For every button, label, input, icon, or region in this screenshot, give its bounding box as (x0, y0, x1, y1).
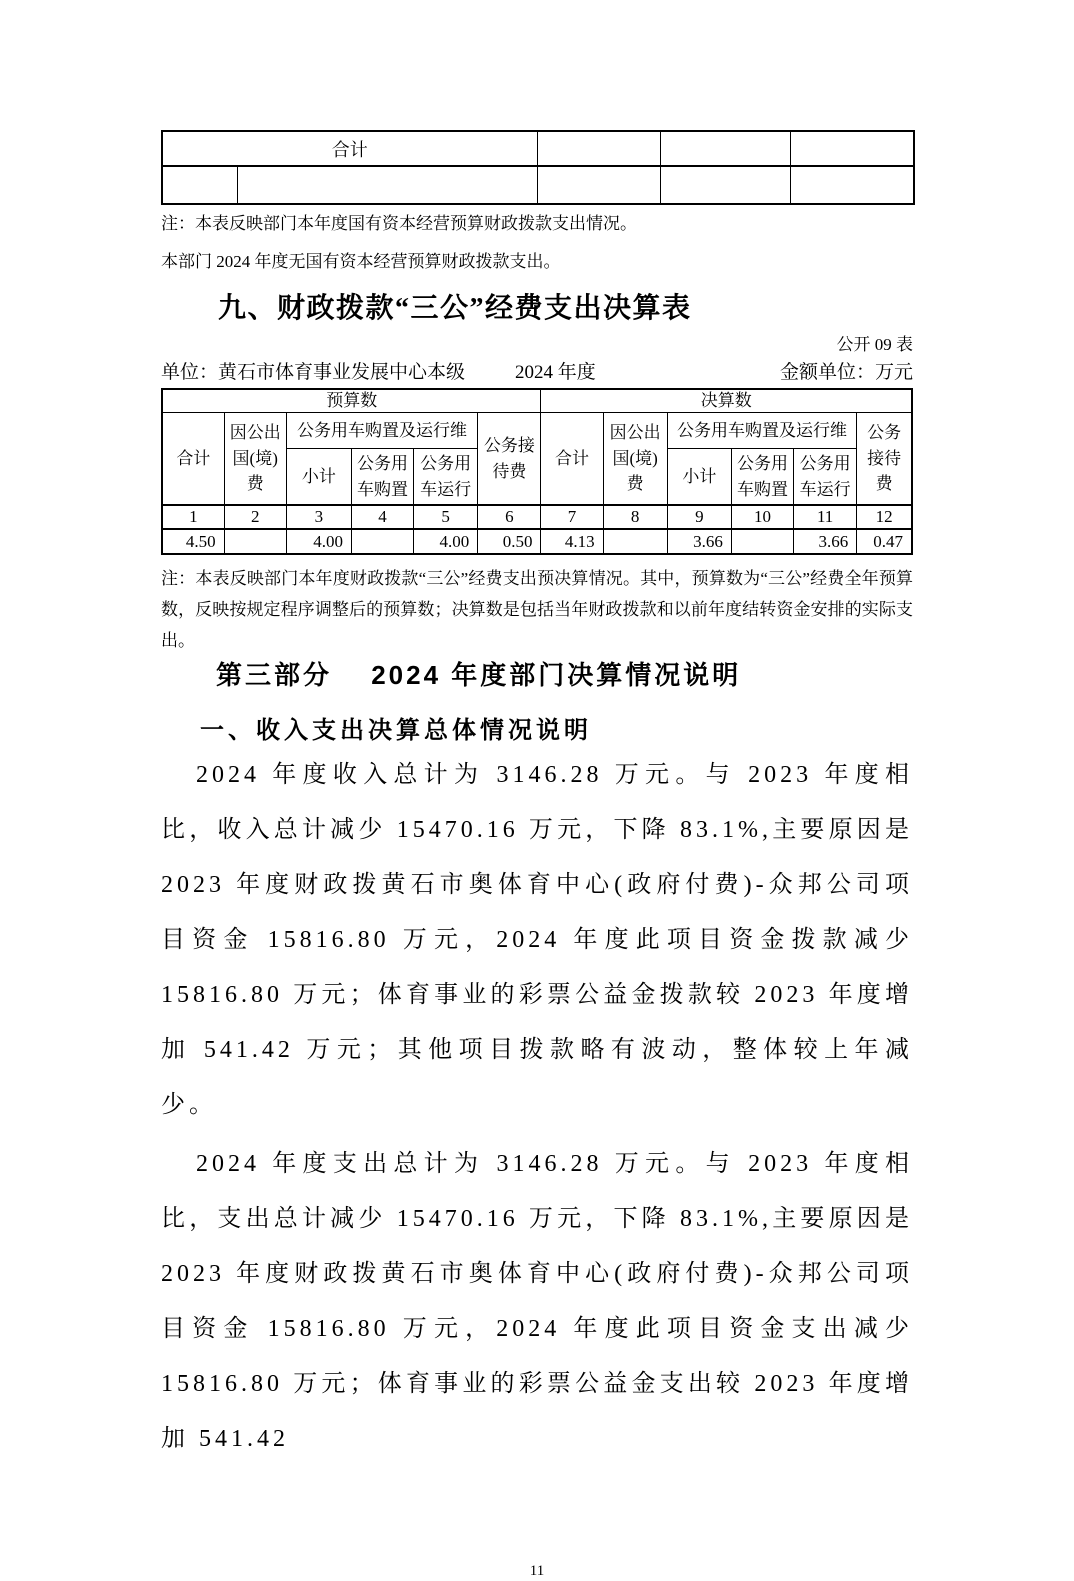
col-number-cell: 10 (731, 505, 793, 529)
table-code-label: 公开 09 表 (836, 335, 913, 354)
value-cell (351, 529, 413, 554)
value-cell: 4.13 (541, 529, 603, 554)
value-cell: 3.66 (794, 529, 857, 554)
col-number-cell: 9 (667, 505, 731, 529)
col-header-reception: 公务接待费 (478, 413, 541, 505)
col-number-cell: 11 (794, 505, 857, 529)
col-header-abroad: 因公出国(境)费 (224, 413, 286, 505)
section9-title: 九、财政拨款“三公”经费支出决算表 (218, 293, 692, 324)
value-cell (224, 529, 286, 554)
value-cell: 3.66 (667, 529, 731, 554)
col-number-cell: 7 (541, 505, 603, 529)
col-number-cell: 8 (603, 505, 667, 529)
col-header-subtotal: 小计 (667, 449, 731, 505)
empty-cell (162, 166, 237, 204)
table-meta-row (161, 361, 913, 385)
group-header-row (162, 389, 912, 413)
col-header-subtotal: 小计 (286, 449, 351, 505)
value-cell: 0.50 (478, 529, 541, 554)
col-header-operation: 公务用车运行 (794, 449, 857, 505)
value-cell: 4.50 (162, 529, 224, 554)
col-number-cell: 12 (857, 505, 912, 529)
empty-cell (790, 131, 914, 166)
col-number-cell: 6 (478, 505, 541, 529)
empty-cell (660, 131, 790, 166)
col-number-cell: 3 (286, 505, 351, 529)
col-header-reception: 公务接待费 (857, 413, 912, 505)
state-capital-table-note: 注：本表反映部门本年度国有资本经营预算财政拨款支出情况。 (161, 214, 637, 233)
final-group-header: 决算数 (541, 389, 912, 413)
total-row-label: 合计 (162, 131, 537, 166)
expenditure-summary-paragraph: 2024 年度支出总计为 3146.28 万元。与 2023 年度相比，支出总计减少 15470.16 万元，下降 83.1%,主要原因是 2023 年度财政拨黄石市奥体育中心(政府付费)-众邦公司项目资金 15816.80 万元，2024 年度此项目资金支出减少 15816.80 万元；体育事业的彩票公益金支出较 2023 年度增加 541.42 (161, 1151, 913, 1453)
budget-group-header: 预算数 (162, 389, 541, 413)
col-number-cell: 5 (414, 505, 478, 529)
empty-cell (537, 166, 660, 204)
value-row (162, 529, 912, 554)
three-public-table-note: 注：本表反映部门本年度财政拨款“三公”经费支出预决算情况。其中，预算数为“三公”经费全年预算数，反映按规定程序调整后的预算数；决算数是包括当年财政拨款和以前年度结转资金安排的实际支出。 (161, 569, 913, 651)
three-public-expenses-table (161, 388, 913, 555)
col-header-vehicle-group: 公务用车购置及运行维 (667, 413, 856, 449)
empty-cell (790, 166, 914, 204)
column-number-row (162, 505, 912, 529)
year-label: 2024 年度 (515, 362, 596, 383)
col-header-purchase: 公务用车购置 (731, 449, 793, 505)
value-cell: 0.47 (857, 529, 912, 554)
table-row (162, 131, 914, 166)
income-summary-paragraph: 2024 年度收入总计为 3146.28 万元。与 2023 年度相比，收入总计减少 15470.16 万元，下降 83.1%,主要原因是 2023 年度财政拨黄石市奥体育中心(政府付费)-众邦公司项目资金 15816.80 万元，2024 年度此项目资金拨款减少 15816.80 万元；体育事业的彩票公益金拨款较 2023 年度增加 541.42 万元；其他项目拨款略有波动，整体较上年减少。 (161, 762, 913, 1119)
col-header-vehicle-group: 公务用车购置及运行维 (286, 413, 477, 449)
col-header-total: 合计 (162, 413, 224, 505)
col-header-abroad: 因公出国(境)费 (603, 413, 667, 505)
value-cell (731, 529, 793, 554)
empty-cell (660, 166, 790, 204)
unit-label: 单位：黄石市体育事业发展中心本级 (161, 362, 466, 383)
col-number-cell: 4 (351, 505, 413, 529)
part3-section1-title: 一、收入支出决算总体情况说明 (200, 717, 592, 745)
col-header-operation: 公务用车运行 (414, 449, 478, 505)
col-header-total: 合计 (541, 413, 603, 505)
amount-unit-label: 金额单位：万元 (779, 362, 913, 383)
value-cell (603, 529, 667, 554)
empty-cell (537, 131, 660, 166)
empty-cell (237, 166, 537, 204)
col-number-cell: 1 (162, 505, 224, 529)
value-cell: 4.00 (414, 529, 478, 554)
page-number: 11 (529, 1563, 545, 1580)
table-row (162, 166, 914, 204)
page-content (161, 0, 913, 1581)
col-number-cell: 2 (224, 505, 286, 529)
state-capital-spending-table (161, 130, 915, 205)
value-cell: 4.00 (286, 529, 351, 554)
state-capital-statement: 本部门 2024 年度无国有资本经营预算财政拨款支出。 (161, 252, 561, 271)
col-header-purchase: 公务用车购置 (351, 449, 413, 505)
part3-title: 第三部分 2024 年度部门决算情况说明 (216, 660, 742, 691)
column-header-row (162, 413, 912, 449)
